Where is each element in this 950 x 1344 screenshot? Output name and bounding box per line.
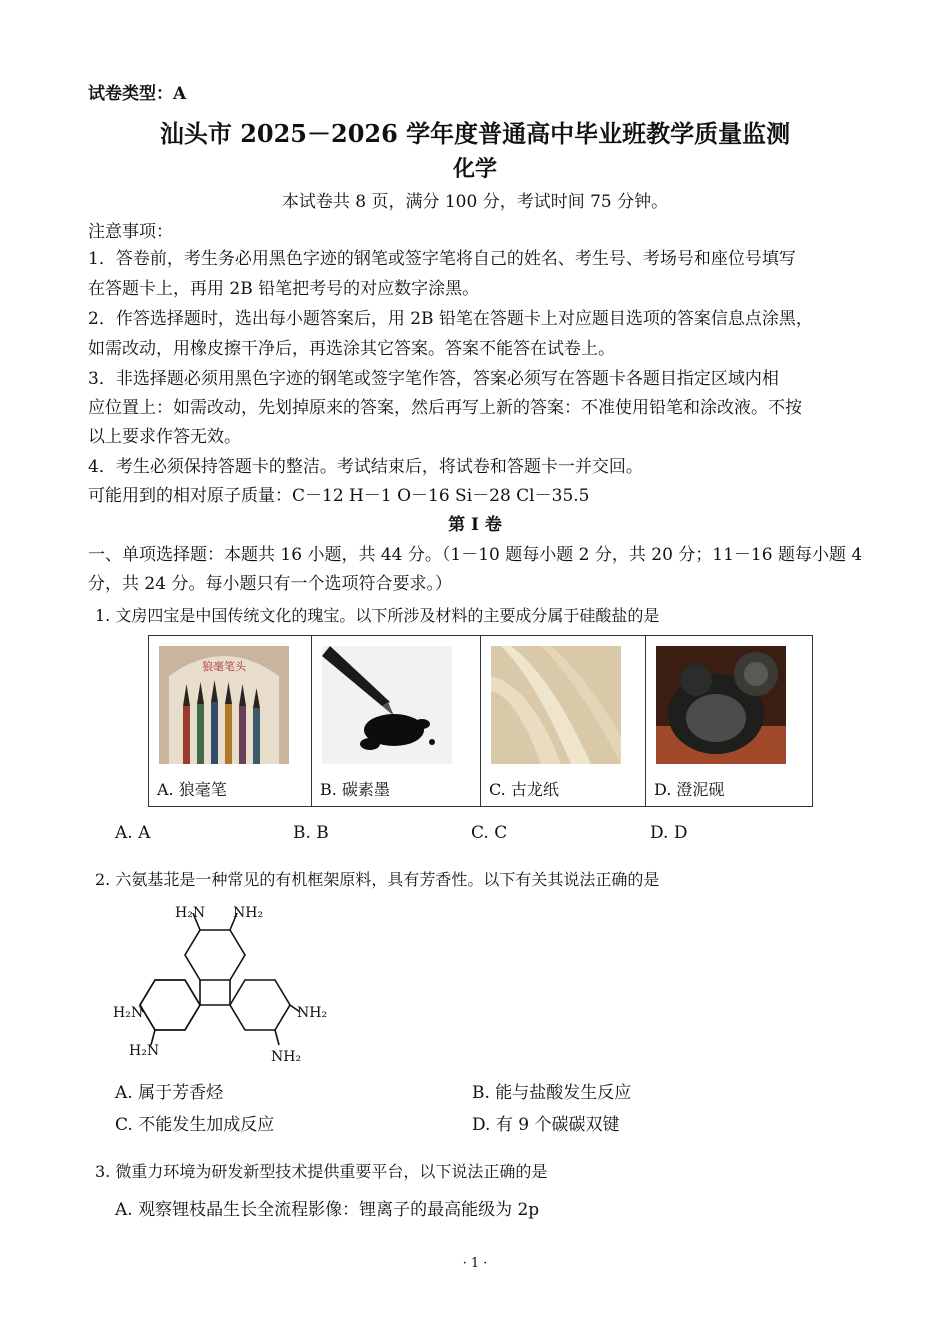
q2-stem: 2. 六氨基苝是一种常见的有机框架原料，具有芳香性。以下有关其说法正确的是 [95,870,660,889]
caption-b: B. 碳素墨 [320,780,390,799]
q2-option-b: B. 能与盐酸发生反应 [472,1083,632,1103]
amine-label: H₂N [129,1043,160,1059]
notes-heading: 注意事项： [88,222,173,242]
q1-option-b: B. B [293,823,329,843]
caption-d: D. 澄泥砚 [654,780,725,799]
inkstone-image [656,646,786,764]
amine-label: NH₂ [297,1005,328,1021]
section-line: 一、单项选择题：本题共 16 小题，共 44 分。（1－10 题每小题 2 分，共 20 分；11－16 题每小题 4 [88,545,863,565]
q1-option-d: D. D [650,823,688,843]
caption-a: A. 狼毫笔 [157,780,227,799]
section-line: 分，共 24 分。每小题只有一个选项符合要求。） [88,574,452,594]
brush-label: 狼毫笔头 [202,660,246,673]
notes-line: 如需改动，用橡皮擦干净后，再选涂其它答案。答案不能答在试卷上。 [88,339,615,359]
notes-line: 2．作答选择题时，选出每小题答案后，用 2B 铅笔在答题卡上对应题目选项的答案信息点涂黑， [88,309,813,329]
subject-title: 化学 [452,156,497,182]
hexaamino-structure [105,895,345,1070]
q1-image-table [148,635,813,807]
notes-line: 3．非选择题必须用黑色字迹的钢笔或签字笔作答，答案必须写在答题卡各题目指定区域内相 [88,369,779,389]
part-heading: 第 I 卷 [448,515,502,535]
q1-option-a: A. A [115,823,151,843]
notes-line: 应位置上：如需改动，先划掉原来的答案，然后再写上新的答案：不准使用铅笔和涂改液。不按 [88,398,802,418]
q1-option-c: C. C [471,823,508,843]
atomic-mass-line: 可能用到的相对原子质量：C－12 H－1 O－16 Si－28 Cl－35.5 [88,486,590,506]
q2-option-a: A. 属于芳香烃 [115,1083,224,1103]
caption-c: C. 古龙纸 [489,780,559,799]
paper-image [491,646,621,764]
q1-stem: 1. 文房四宝是中国传统文化的瑰宝。以下所涉及材料的主要成分属于硅酸盐的是 [95,606,660,625]
exam-info: 本试卷共 8 页，满分 100 分，考试时间 75 分钟。 [281,192,669,212]
notes-line: 以上要求作答无效。 [88,427,241,447]
notes-line: 4．考生必须保持答题卡的整洁。考试结束后，将试卷和答题卡一并交回。 [88,457,643,477]
ink-image [322,646,452,764]
q2-option-c: C. 不能发生加成反应 [115,1115,275,1135]
q2-option-d: D. 有 9 个碳碳双键 [472,1115,620,1135]
amine-label: NH₂ [233,905,264,921]
paper-type: 试卷类型：A [88,84,187,104]
amine-label: H₂N [175,905,206,921]
page-number: · 1 · [462,1256,488,1271]
brush-image [159,646,289,764]
amine-label: H₂N [113,1005,144,1021]
q3-option-a: A. 观察锂枝晶生长全流程影像：锂离子的最高能级为 2p [115,1200,540,1220]
q3-stem: 3. 微重力环境为研发新型技术提供重要平台，以下说法正确的是 [95,1162,548,1181]
exam-title: 汕头市 2025－2026 学年度普通高中毕业班教学质量监测 [159,119,791,148]
amine-label: NH₂ [271,1049,302,1065]
notes-line: 1．答卷前，考生务必用黑色字迹的钢笔或签字笔将自己的姓名、考生号、考场号和座位号填写 [88,249,796,269]
notes-line: 在答题卡上，再用 2B 铅笔把考号的对应数字涂黑。 [88,279,480,299]
